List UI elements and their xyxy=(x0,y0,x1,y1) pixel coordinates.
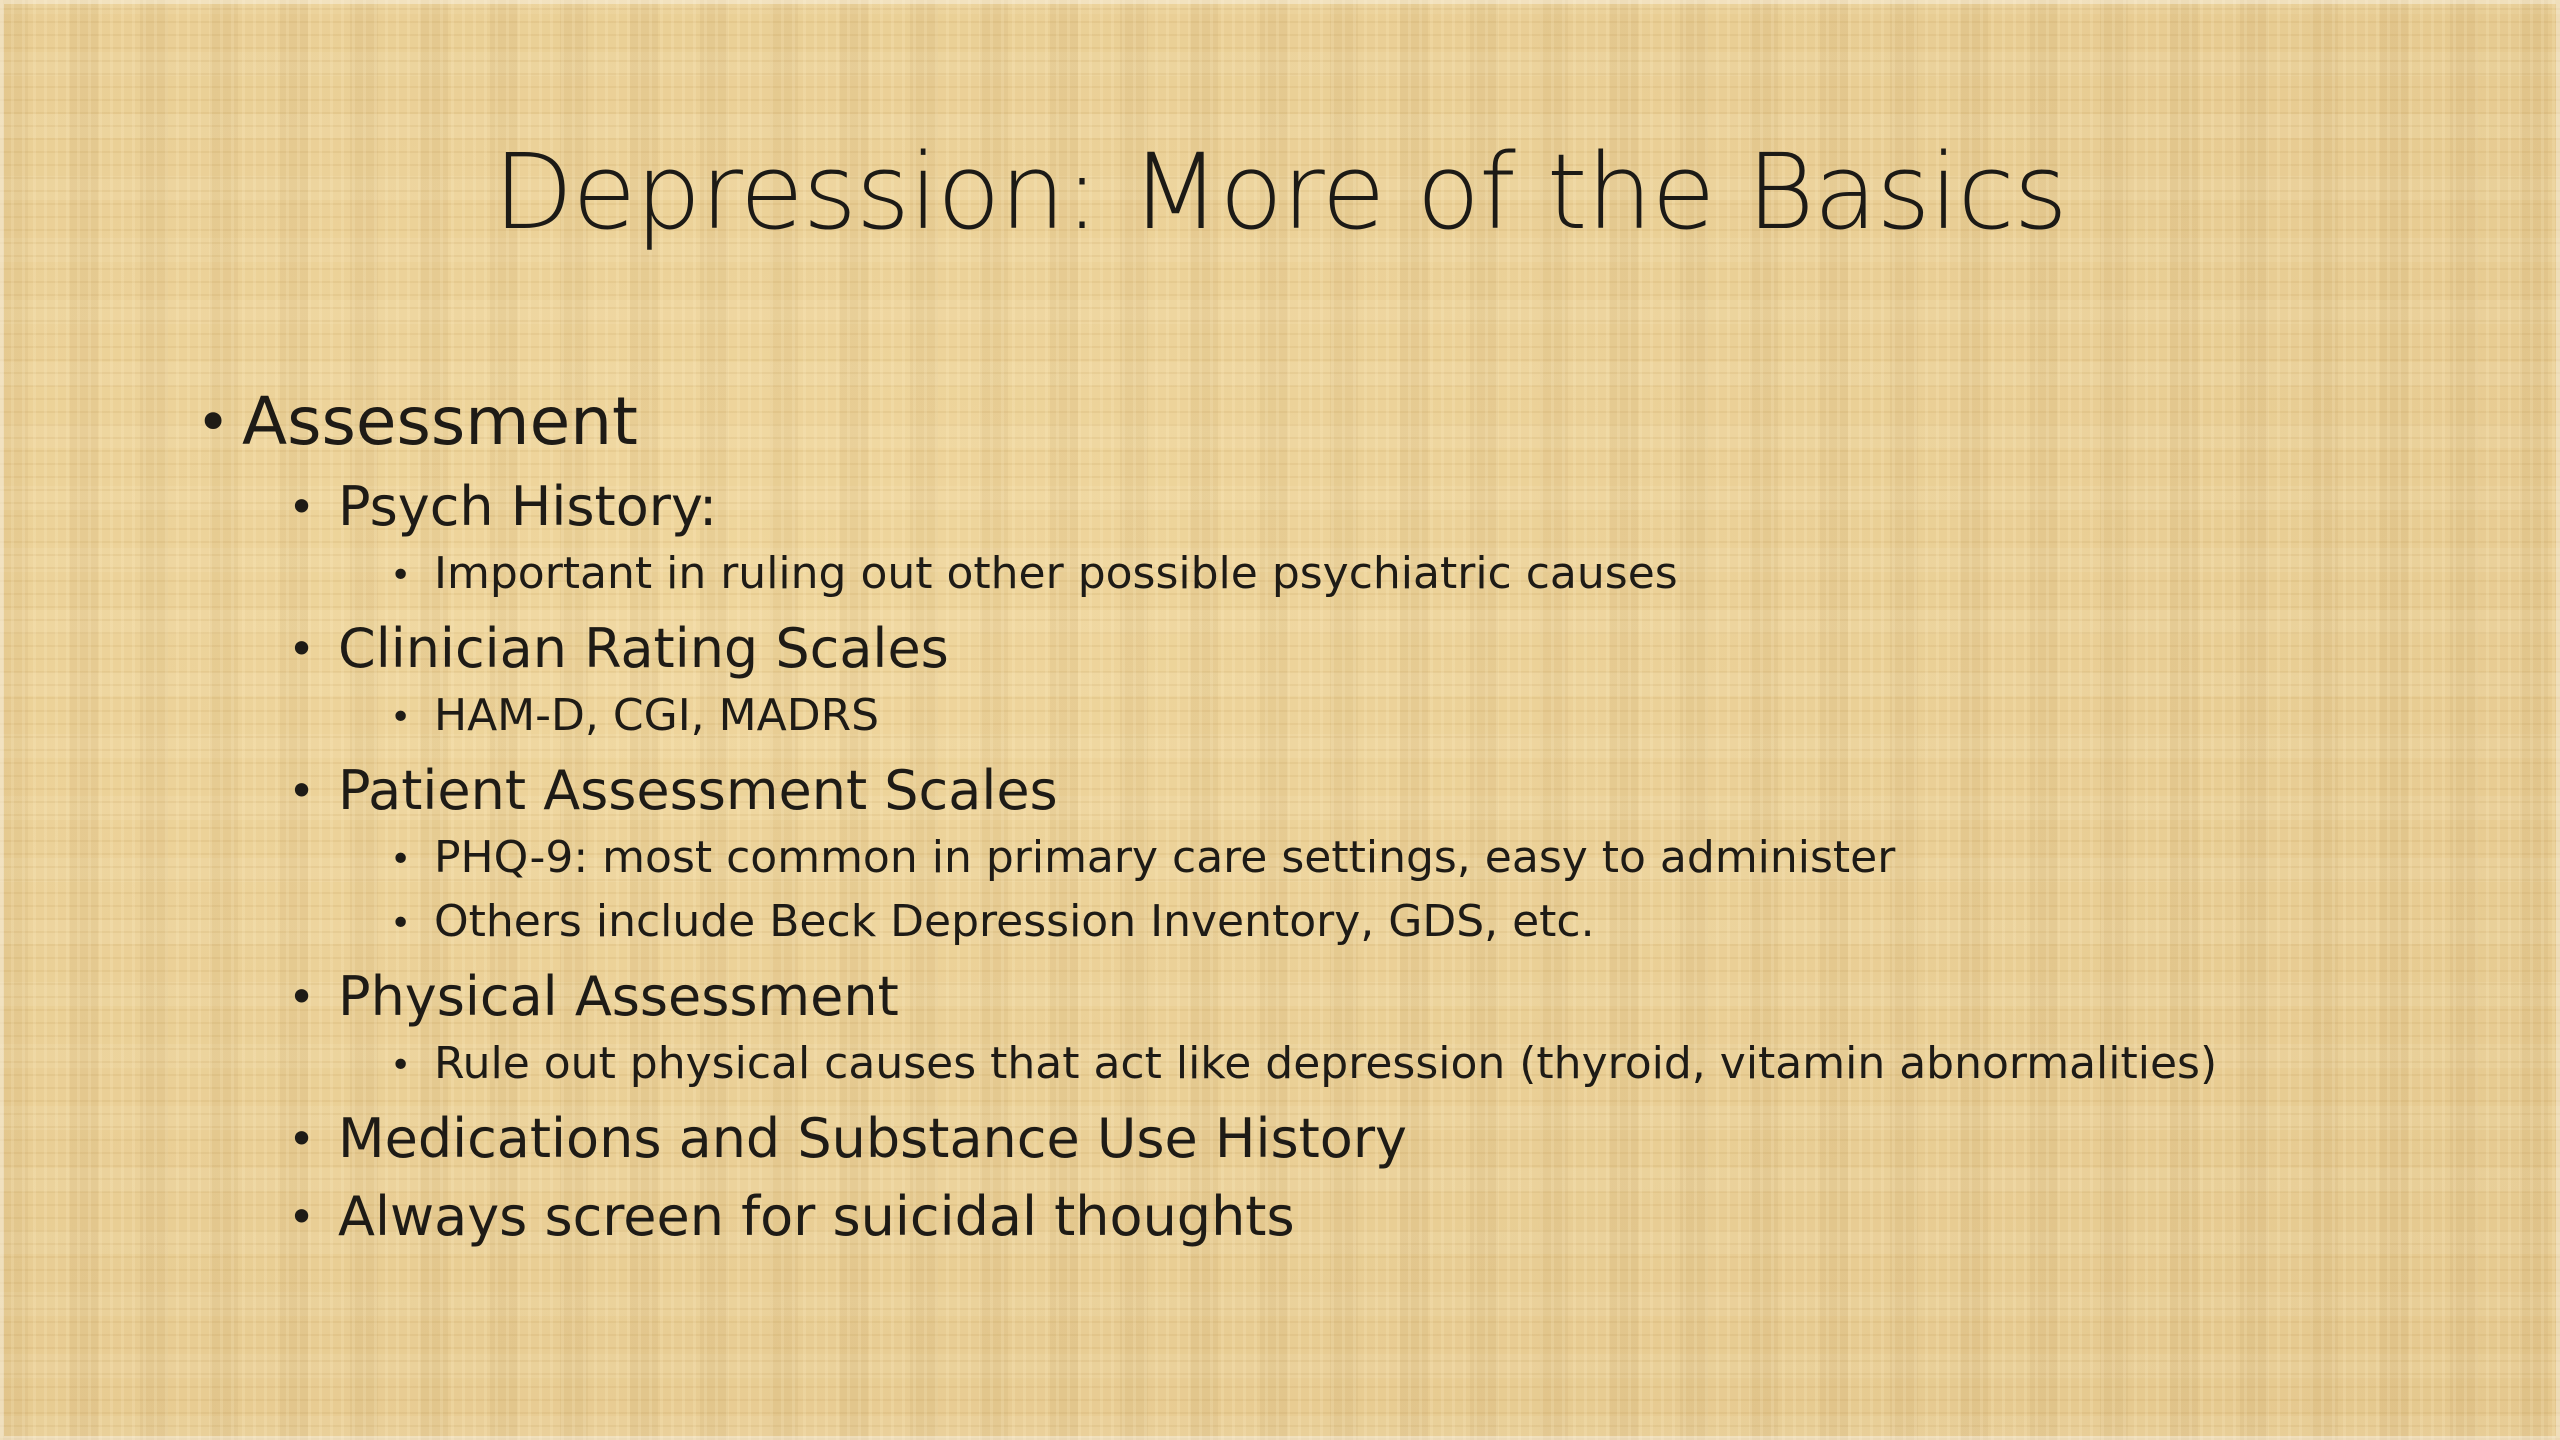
list-item xyxy=(390,542,2440,606)
list-item xyxy=(288,962,2440,1032)
list-item-text: Others include Beck Depression Inventory, GDS, etc. xyxy=(434,896,1595,947)
list-item xyxy=(288,1104,2440,1174)
list-item-text: PHQ-9: most common in primary care settings, easy to administer xyxy=(434,832,1896,883)
list-item-text: Physical Assessment xyxy=(338,965,899,1028)
bullet-icon: • xyxy=(390,1045,412,1086)
bullet-icon: • xyxy=(288,970,316,1024)
list-item xyxy=(288,614,2440,684)
bullet-icon: • xyxy=(196,388,231,456)
list-item xyxy=(288,472,2440,542)
bullet-icon: • xyxy=(288,764,316,818)
list-item xyxy=(390,684,2440,748)
list-item xyxy=(190,380,2440,464)
bullet-icon: • xyxy=(390,839,412,880)
bullet-icon: • xyxy=(390,903,412,944)
bullet-icon: • xyxy=(390,555,412,596)
list-item-text: Patient Assessment Scales xyxy=(338,759,1058,822)
list-item xyxy=(288,756,2440,826)
list-item-text: HAM-D, CGI, MADRS xyxy=(434,690,880,741)
list-item-text: Clinician Rating Scales xyxy=(338,617,949,680)
list-item xyxy=(390,890,2440,954)
bullet-icon: • xyxy=(288,1112,316,1166)
bullet-icon: • xyxy=(288,480,316,534)
list-item-text: Assessment xyxy=(242,383,638,460)
bullet-list xyxy=(190,380,2440,1252)
list-item xyxy=(390,1032,2440,1096)
list-item-text: Always screen for suicidal thoughts xyxy=(338,1185,1295,1248)
list-item-text: Rule out physical causes that act like depression (thyroid, vitamin abnormalities) xyxy=(434,1038,2218,1089)
list-item-text: Important in ruling out other possible psychiatric causes xyxy=(434,548,1678,599)
list-item-text: Medications and Substance Use History xyxy=(338,1107,1408,1170)
bullet-icon: • xyxy=(288,1190,316,1244)
bullet-icon: • xyxy=(390,697,412,738)
slide-title: Depression: More of the Basics xyxy=(493,131,2067,253)
bullet-icon: • xyxy=(288,622,316,676)
list-item-text: Psych History: xyxy=(338,475,718,538)
list-item xyxy=(288,1182,2440,1252)
list-item xyxy=(390,826,2440,890)
